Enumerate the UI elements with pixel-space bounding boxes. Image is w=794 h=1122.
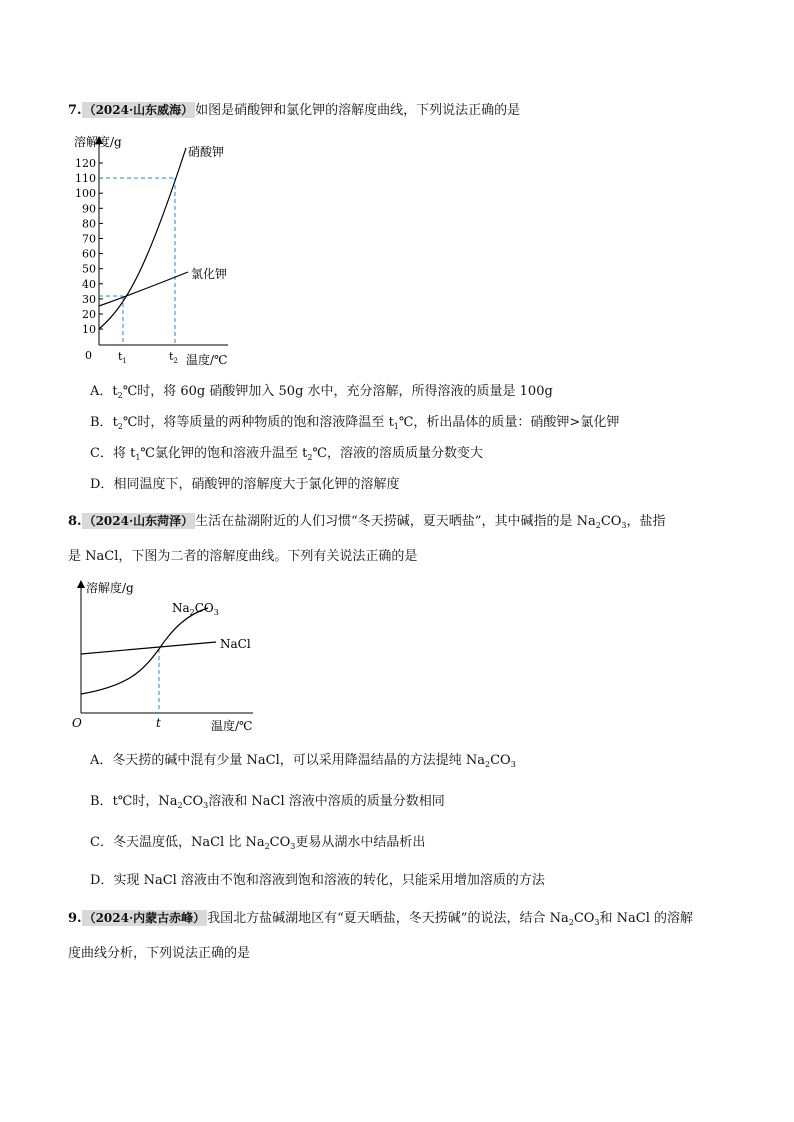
q8-solubility-chart <box>68 576 268 736</box>
q7-origin: 0 <box>85 349 92 362</box>
q8-stem-line1: 生活在盐湖附近的人们习惯“冬天捞碱，夏天晒盐”，其中碱指的是 $Na_2CO_3$，盐指 <box>195 514 666 530</box>
q7-ytick-label: 110 <box>75 172 96 186</box>
q7-ytick-label: 70 <box>82 232 96 246</box>
q7-number: 7. <box>68 103 82 118</box>
q8-option-c[interactable]: C．冬天温度低，NaCl 比 $Na_2CO_3$更易从湖水中结晶析出 <box>90 835 426 851</box>
q7-ytick-label: 100 <box>75 187 96 201</box>
q8-nacl-label: NaCl <box>220 637 251 651</box>
q7-ytick-label: 20 <box>82 308 96 321</box>
q8-number: 8. <box>68 514 82 529</box>
q7-xtick-t2: $t_2$ <box>169 350 178 365</box>
q9-stem-line2: 度曲线分析，下列说法正确的是 <box>68 946 251 961</box>
q8-na2co3-label: $Na_2CO_3$ <box>172 601 219 617</box>
q8-source-tag: （2024·山东菏泽） <box>83 514 194 528</box>
q7-ytick-label: 30 <box>82 292 96 306</box>
q8-xtick-t: t <box>156 716 161 730</box>
q8-option-a[interactable]: A．冬天捞的碱中混有少量 NaCl，可以采用降温结晶的方法提纯 $Na_2CO_3$ <box>90 753 516 769</box>
q7-x-label: 温度/℃ <box>186 353 228 367</box>
q8-na2co3-curve <box>81 608 208 694</box>
q7-kno3-label: 硝酸钾 <box>188 145 225 159</box>
q7-solubility-chart <box>68 134 268 374</box>
q7-stem: 如图是硝酸钾和氯化钾的溶解度曲线，下列说法正确的是 <box>195 103 521 118</box>
q7-header <box>68 101 520 120</box>
q8-option-d[interactable]: D．实现 NaCl 溶液由不饱和溶液到饱和溶液的转化，只能采用增加溶质的方法 <box>90 873 545 888</box>
q7-ytick-label: 50 <box>82 262 96 276</box>
q7-option-d[interactable]: D．相同温度下，硝酸钾的溶解度大于氯化钾的溶解度 <box>90 477 400 492</box>
q7-option-a[interactable]: A．$t_2℃$时，将 60g 硝酸钾加入 50g 水中，充分溶解，所得溶液的质量是 100g <box>90 384 553 400</box>
q7-ytick-label: 40 <box>82 277 96 291</box>
q7-xtick-t1: $t_1$ <box>118 350 127 365</box>
q7-ytick-label: 120 <box>75 157 96 170</box>
q7-option-c[interactable]: C．将 $t_1℃$氯化钾的饱和溶液升温至 $t_2℃$，溶液的溶质质量分数变大 <box>90 446 483 462</box>
q9-stem-line1: 我国北方盐碱湖地区有“夏天晒盐，冬天捞碱”的说法，结合 $Na_2CO_3$和 NaCl 的溶解 <box>207 911 694 927</box>
q7-ytick-label: 10 <box>82 323 96 337</box>
q7-kcl-label: 氯化钾 <box>191 267 228 281</box>
q7-ytick-label: 60 <box>82 247 96 261</box>
q9-number: 9. <box>68 911 82 926</box>
q9-source-tag: （2024·内蒙古赤峰） <box>83 911 206 925</box>
q8-y-label: 溶解度/g <box>86 581 134 595</box>
q8-nacl-curve <box>81 642 216 654</box>
q8-x-label: 温度/℃ <box>211 719 253 733</box>
q7-ytick-label: 90 <box>82 202 96 216</box>
q8-origin: O <box>72 716 82 730</box>
q8-option-b[interactable]: B．t℃时，$Na_2CO_3$溶液和 NaCl 溶液中溶质的质量分数相同 <box>90 794 445 810</box>
q7-option-b[interactable]: B．$t_2℃$时，将等质量的两种物质的饱和溶液降温至 $t_1℃$，析出晶体的质量：硝酸钾>氯化钾 <box>90 415 620 431</box>
q8-header <box>68 512 666 531</box>
q8-stem-line2: 是 NaCl，下图为二者的溶解度曲线。下列有关说法正确的是 <box>68 549 418 564</box>
q7-source-tag: （2024·山东威海） <box>83 103 194 117</box>
q9-header <box>68 909 693 928</box>
q7-ytick-label: 80 <box>82 217 96 231</box>
q7-y-label: 溶解度/g <box>74 135 122 149</box>
